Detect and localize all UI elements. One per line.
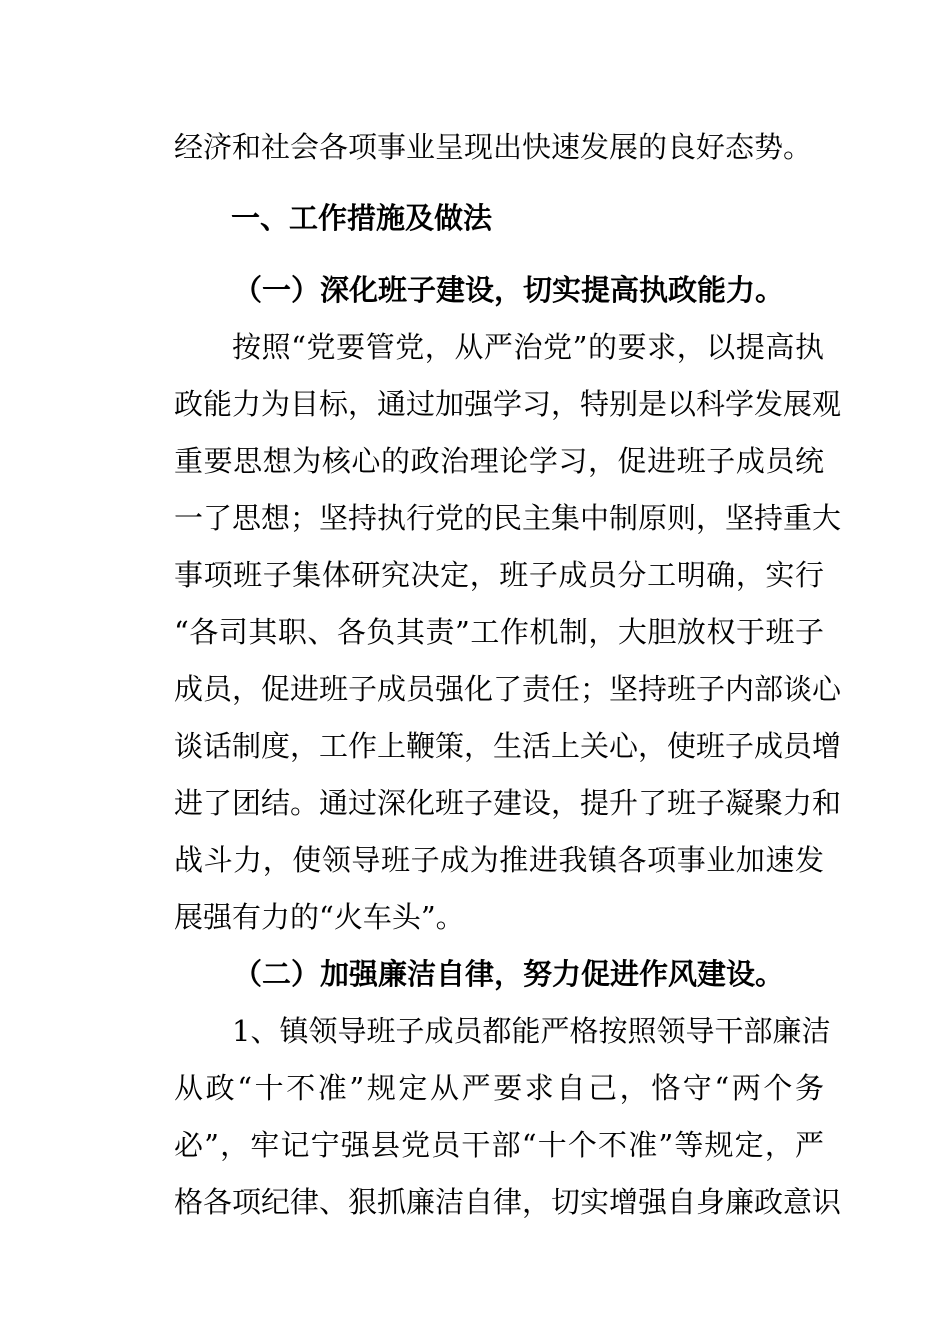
paragraph-line: “各司其职、各负其责”工作机制，大胆放权于班子 — [174, 615, 824, 649]
paragraph-line: 成员，促进班子成员强化了责任；坚持班子内部谈心 — [174, 672, 842, 706]
paragraph-line: 战斗力，使领导班子成为推进我镇各项事业加速发 — [174, 843, 824, 877]
paragraph-line: 从政“十不准”规定从严要求自己，恪守“两个务 — [174, 1071, 824, 1105]
subsection-heading-1: （一）深化班子建设，切实提高执政能力。 — [233, 273, 785, 307]
paragraph-line: 重要思想为核心的政治理论学习，促进班子成员统 — [174, 444, 824, 478]
paragraph-line: 展强有力的“火车头”。 — [174, 900, 465, 934]
paragraph-line: 谈话制度，工作上鞭策，生活上关心，使班子成员增 — [174, 729, 842, 763]
paragraph-line: 必”，牢记宁强县党员干部“十个不准”等规定，严 — [174, 1128, 824, 1162]
paragraph-line: 1、镇领导班子成员都能严格按照领导干部廉洁 — [232, 1014, 831, 1048]
paragraph-line: 事项班子集体研究决定，班子成员分工明确，实行 — [174, 558, 824, 592]
subsection-heading-2: （二）加强廉洁自律，努力促进作风建设。 — [233, 957, 785, 991]
paragraph-line: 按照“党要管党，从严治党”的要求，以提高执 — [232, 330, 824, 364]
paragraph-line: 一了思想；坚持执行党的民主集中制原则，坚持重大 — [174, 501, 842, 535]
intro-line: 经济和社会各项事业呈现出快速发展的良好态势。 — [174, 130, 813, 164]
section-heading: 一、工作措施及做法 — [231, 201, 493, 235]
paragraph-line: 政能力为目标，通过加强学习，特别是以科学发展观 — [174, 387, 842, 421]
paragraph-line: 进了团结。通过深化班子建设，提升了班子凝聚力和 — [174, 786, 842, 820]
paragraph-line: 格各项纪律、狠抓廉洁自律，切实增强自身廉政意识 — [174, 1185, 842, 1219]
